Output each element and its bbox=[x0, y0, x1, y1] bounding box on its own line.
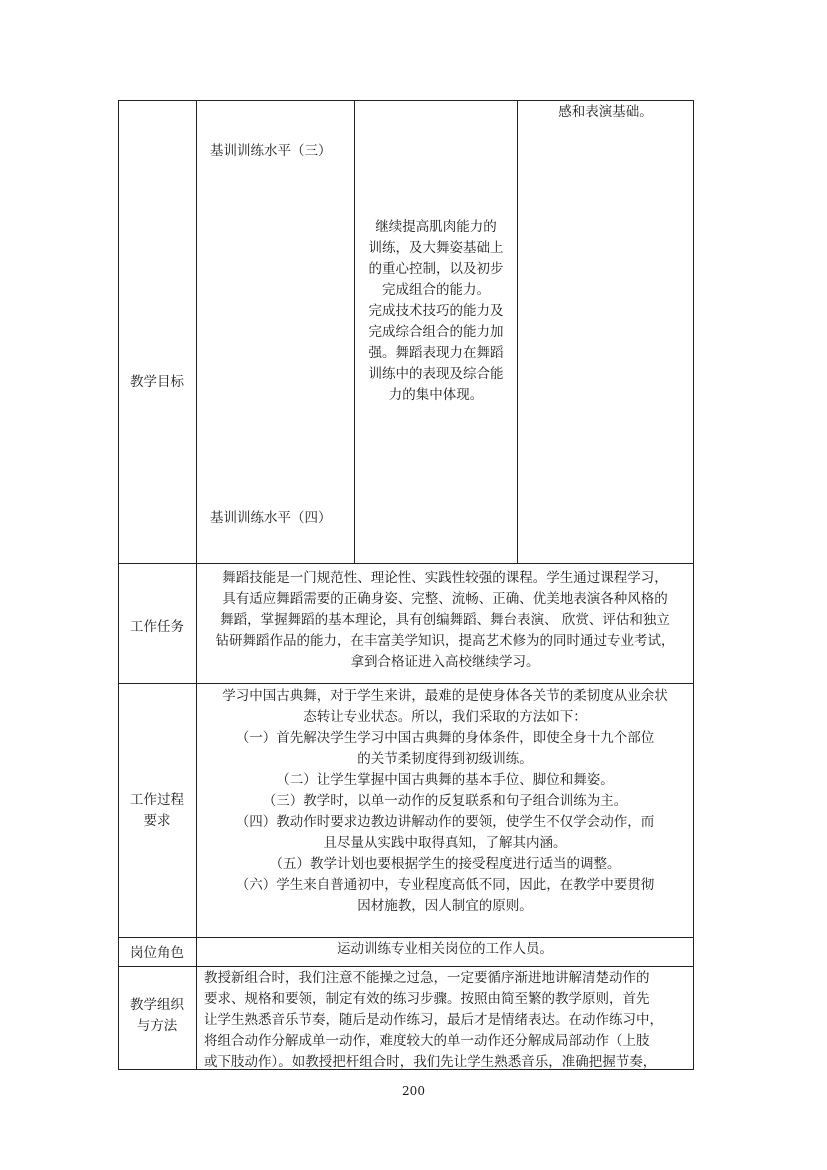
goals-col3-line: 完成技术技巧的能力及 bbox=[368, 303, 504, 319]
goals-level4: 基训训练水平（四） bbox=[210, 510, 332, 526]
row-divider-task bbox=[118, 683, 694, 684]
method-label-line: 教学组织 bbox=[130, 997, 184, 1013]
goal-col3-divider bbox=[517, 100, 518, 563]
row-divider-goals bbox=[118, 563, 694, 564]
process-label bbox=[118, 790, 196, 832]
task-line: 舞蹈技能是一门规范性、理论性、实践性较强的课程。学生通过课程学习， bbox=[222, 570, 668, 586]
goals-col3-line: 训练中的表现及综合能 bbox=[368, 366, 504, 382]
method-text bbox=[204, 968, 692, 1073]
table-left-border bbox=[118, 100, 119, 1070]
task-line: 拿到合格证进入高校继续学习。 bbox=[350, 654, 540, 670]
goals-col3-line: 强。舞蹈表现力在舞蹈 bbox=[368, 345, 504, 361]
method-line: 要求、规格和要领，制定有效的练习步骤。按照由简至繁的教学原则，首先 bbox=[204, 991, 650, 1007]
goals-col3-line: 力的集中体现。 bbox=[388, 387, 484, 403]
method-line: 让学生熟悉音乐节奏，随后是动作练习，最后才是情绪表达。在动作练习中， bbox=[204, 1012, 663, 1028]
role-text: 运动训练专业相关岗位的工作人员。 bbox=[337, 941, 553, 957]
goals-col3-line: 完成综合组合的能力加 bbox=[368, 324, 504, 340]
row-divider-process bbox=[118, 937, 694, 938]
task-line: 具有适应舞蹈需要的正确身姿、完整、流畅、正确、优美地表演各种风格的 bbox=[222, 591, 668, 607]
method-line: 将组合动作分解成单一动作，难度较大的单一动作还分解成局部动作（上肢 bbox=[204, 1033, 650, 1049]
process-line: 的关节柔韧度得到初级训练。 bbox=[357, 751, 533, 767]
process-line: （五）教学计划也要根据学生的接受程度进行适当的调整。 bbox=[269, 856, 621, 872]
method-label bbox=[118, 995, 196, 1037]
process-line: 态转让专业状态。所以，我们采取的方法如下： bbox=[303, 709, 587, 725]
task-label: 工作任务 bbox=[130, 619, 184, 635]
task-line: 舞蹈，掌握舞蹈的基本理论，具有创编舞蹈、舞台表演、 欣赏、评估和独立 bbox=[220, 612, 670, 628]
process-line: （四）教动作时要求边教边讲解动作的要领，使学生不仅学会动作，而 bbox=[235, 814, 655, 830]
goals-col3-line: 的重心控制，以及初步 bbox=[368, 261, 504, 277]
goals-level3: 基训训练水平（三） bbox=[210, 143, 332, 159]
process-line: 学习中国古典舞，对于学生来讲，最难的是使身体各关节的柔韧度从业余状 bbox=[222, 688, 668, 704]
process-label-line: 要求 bbox=[143, 813, 171, 829]
task-line: 钻研舞蹈作品的能力，在丰富美学知识，提高艺术修为的同时通过专业考试， bbox=[215, 633, 675, 649]
method-line: 教授新组合时，我们注意不能操之过急，一定要循序渐进地讲解清楚动作的 bbox=[204, 970, 650, 986]
process-text bbox=[198, 686, 692, 917]
goals-col4-text: 感和表演基础。 bbox=[558, 104, 653, 120]
label-column-divider bbox=[196, 100, 197, 1070]
goals-col3-line: 训练，及大舞姿基础上 bbox=[368, 240, 504, 256]
page-number: 200 bbox=[402, 1084, 425, 1098]
row-divider-role bbox=[118, 966, 694, 967]
role-label: 岗位角色 bbox=[130, 945, 184, 961]
task-text bbox=[198, 568, 692, 673]
goals-col3-line: 继续提高肌肉能力的 bbox=[375, 219, 497, 235]
process-line: （三）教学时，以单一动作的反复联系和句子组合训练为主。 bbox=[262, 793, 628, 809]
goals-col3-text bbox=[355, 217, 517, 406]
process-line: （六）学生来自普通初中，专业程度高低不同，因此，在教学中要贯彻 bbox=[235, 877, 655, 893]
process-line: （一）首先解决学生学习中国古典舞的身体条件，即使全身十九个部位 bbox=[235, 730, 655, 746]
curriculum-table bbox=[118, 100, 694, 1070]
process-line: 且尽量从实践中取得真知，了解其内涵。 bbox=[323, 835, 567, 851]
method-label-line: 与方法 bbox=[136, 1018, 178, 1034]
method-line: 或下肢动作）。如教授把杆组合时，我们先让学生熟悉音乐，准确把握节奏， bbox=[204, 1054, 657, 1070]
table-right-border bbox=[693, 100, 694, 1070]
table-top-border bbox=[118, 100, 694, 101]
goals-col3-line: 完成组合的能力。 bbox=[382, 282, 490, 298]
process-line: （二）让学生掌握中国古典舞的基本手位、脚位和舞姿。 bbox=[276, 772, 614, 788]
goals-label: 教学目标 bbox=[130, 374, 184, 390]
process-label-line: 工作过程 bbox=[130, 792, 184, 808]
process-line: 因材施教，因人制宜的原则。 bbox=[357, 898, 533, 914]
